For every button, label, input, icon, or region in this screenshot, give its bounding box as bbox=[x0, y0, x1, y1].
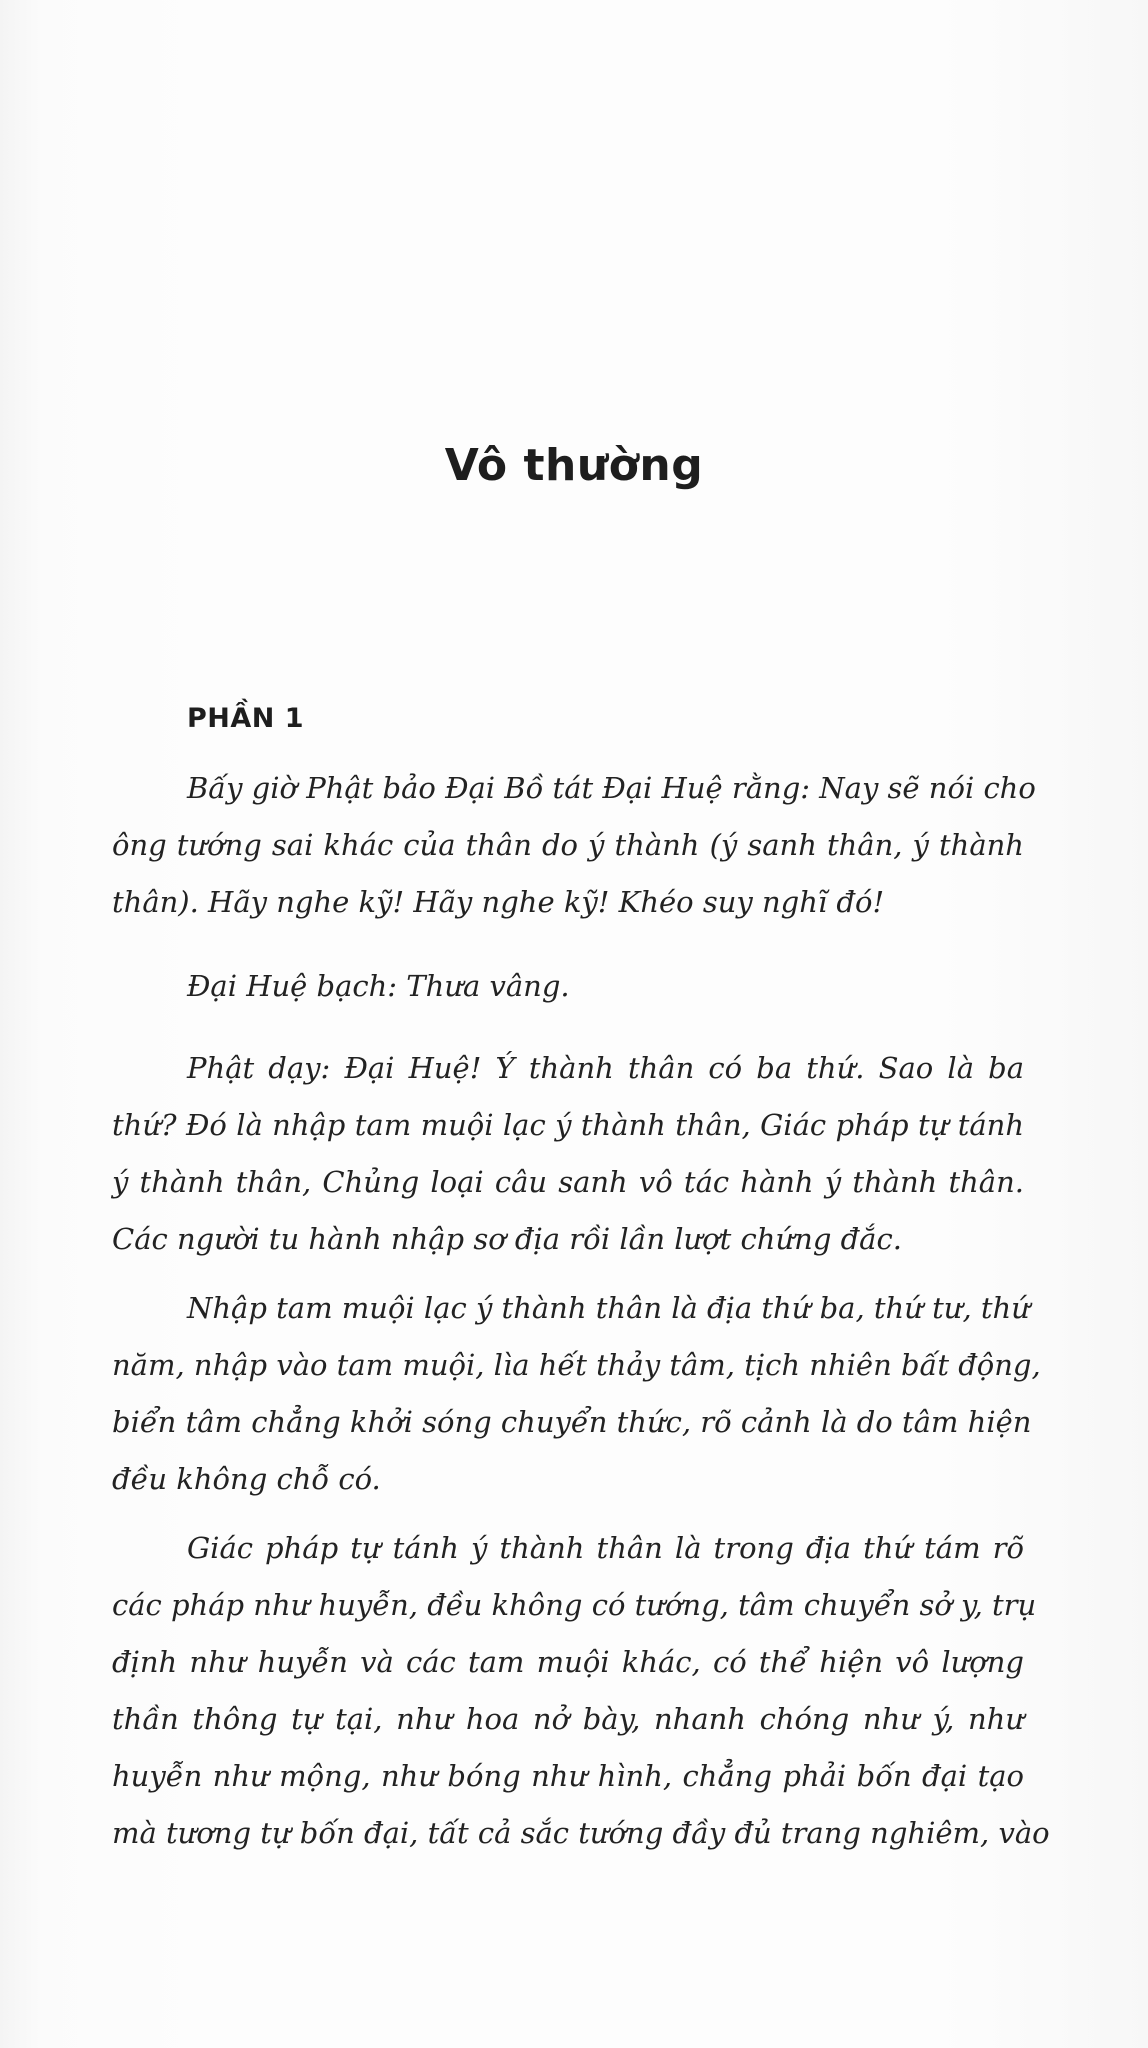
paragraph-1 bbox=[112, 760, 1036, 931]
paragraph-line: đều không chỗ có. bbox=[112, 1462, 381, 1496]
paragraph-line: ý thành thân, Chủng loại câu sanh vô tác hành ý thành thân. bbox=[112, 1165, 1024, 1199]
section-heading: PHẦN 1 bbox=[187, 703, 305, 734]
paragraph-line: Các người tu hành nhập sơ địa rồi lần lượt chứng đắc. bbox=[112, 1222, 902, 1256]
paragraph-line: Nhập tam muội lạc ý thành thân là địa thứ ba, thứ tư, thứ bbox=[187, 1291, 1030, 1325]
paragraph-line: Phật dạy: Đại Huệ! Ý thành thân có ba thứ. Sao là ba bbox=[187, 1051, 1024, 1085]
paragraph-line: thần thông tự tại, như hoa nở bày, nhanh chóng như ý, như bbox=[112, 1702, 1024, 1736]
paragraph-line: biển tâm chẳng khởi sóng chuyển thức, rõ cảnh là do tâm hiện bbox=[112, 1405, 1032, 1439]
paragraph-line: mà tương tự bốn đại, tất cả sắc tướng đầy đủ trang nghiêm, vào bbox=[112, 1816, 1050, 1850]
chapter-title: Vô thường bbox=[444, 440, 704, 491]
paragraph-line: định như huyễn và các tam muội khác, có thể hiện vô lượng bbox=[112, 1645, 1024, 1679]
paragraph-line: huyễn như mộng, như bóng như hình, chẳng phải bốn đại tạo bbox=[112, 1759, 1024, 1793]
paragraph-line: các pháp như huyễn, đều không có tướng, tâm chuyển sở y, trụ bbox=[112, 1588, 1037, 1622]
paragraph-line: Giác pháp tự tánh ý thành thân là trong địa thứ tám rõ bbox=[187, 1531, 1024, 1565]
paragraph-line: thứ? Đó là nhập tam muội lạc ý thành thân, Giác pháp tự tánh bbox=[112, 1108, 1024, 1142]
paragraph-line: Đại Huệ bạch: Thưa vâng. bbox=[187, 969, 570, 1003]
paragraph-line: năm, nhập vào tam muội, lìa hết thảy tâm, tịch nhiên bất động, bbox=[112, 1348, 1041, 1382]
paragraph-line: ông tướng sai khác của thân do ý thành (ý sanh thân, ý thành bbox=[112, 828, 1024, 862]
paragraph-line: Bấy giờ Phật bảo Đại Bồ tát Đại Huệ rằng: Nay sẽ nói cho bbox=[187, 771, 1036, 805]
paragraph-5 bbox=[112, 1520, 1050, 1862]
paragraph-2 bbox=[112, 958, 1024, 1015]
paragraph-4 bbox=[112, 1280, 1041, 1508]
paragraph-3 bbox=[112, 1040, 1024, 1268]
paragraph-line: thân). Hãy nghe kỹ! Hãy nghe kỹ! Khéo suy nghĩ đó! bbox=[112, 885, 885, 919]
